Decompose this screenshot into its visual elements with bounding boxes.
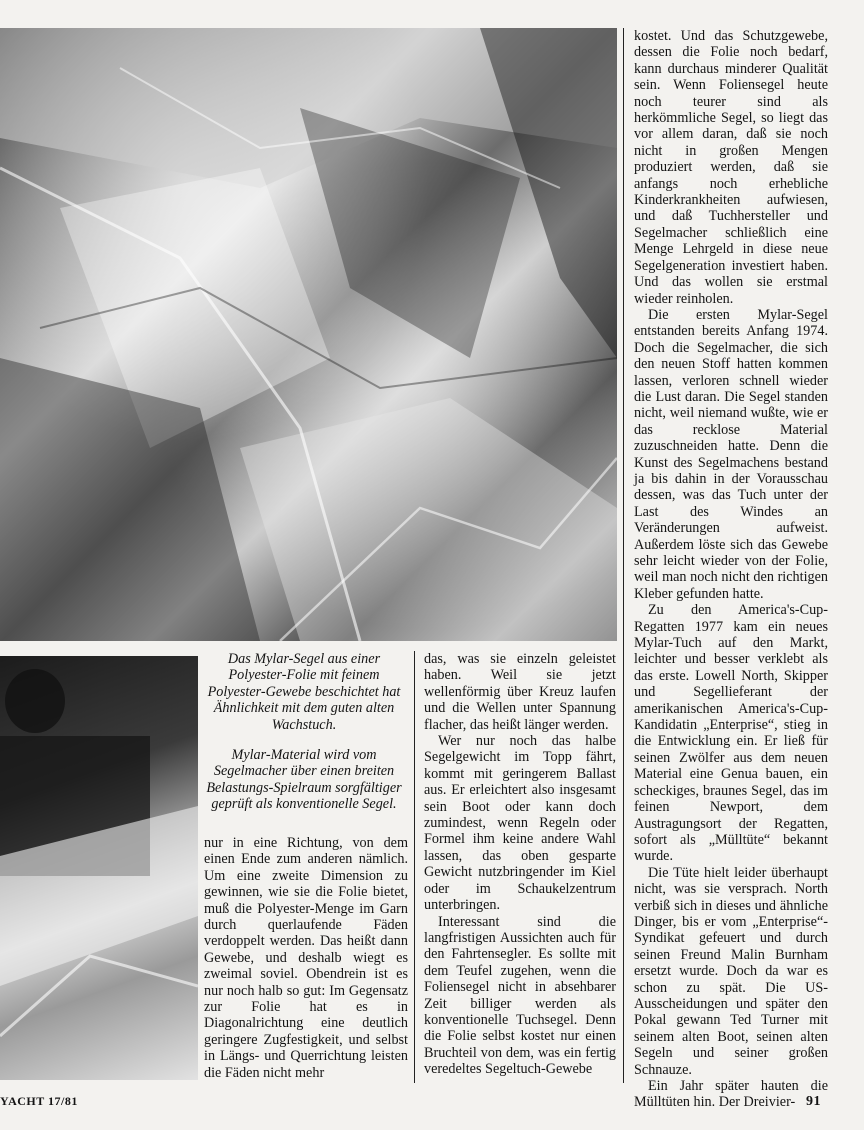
paragraph: Wer nur noch das halbe Segelgewicht im Topp fährt, kommt mit geringerem Ballast aus. Er erleichtert also insgesamt sein Boot oder kann doch zumindest, wenn Regeln oder Formel ihm keine andere Wahl lassen, das oben gesparte Gewicht nutzbringender im Kiel oder im Schaukelzentrum unterbringen. — [424, 733, 616, 914]
sailmaker-photo — [0, 656, 198, 1080]
column-rule-left — [414, 651, 415, 1083]
paragraph: Die Tüte hielt leider überhaupt nicht, was sie versprach. North verbiß sich in dieses und ähnliche Dinger, bis er vom „Enterprise“-Syndikat gefeuert und durch seinen Freund Malin Burnham ersetzt wurde. Doch da war es schon zu spät. Die US-Ausscheidungen und später den Pokal gewann Ted Turner mit seinem alten Boot, seinen alten Segeln und seiner großen Schnauze. — [634, 864, 828, 1078]
sailmaker-texture — [0, 656, 198, 1080]
paragraph: das, was sie einzeln geleistet haben. Weil sie jetzt wellenförmig über Kreuz laufen und die Wellen unter Spannung flacher, das heißt länger werden. — [424, 651, 616, 733]
mylar-foil-photo — [0, 28, 617, 641]
paragraph: nur in eine Richtung, von dem einen Ende zum anderen nämlich. Um eine zweite Dimension zu gewinnen, wie sie die Folie bietet, muß die Polyester-Menge im Garn durch querlaufende Fäden verdoppelt werden. Das heißt dann Gewebe, und deshalb wiegt es zweimal soviel. Obendrein ist es nur noch halb so gut: Im Gegensatz zur Folie hat es in Diagonalrichtung eine deutlich geringere Zugfestigkeit, und selbst in Längs- und Querrichtung leisten die Fäden nicht mehr — [204, 835, 408, 1081]
paragraph: Ein Jahr später hauten die Mülltüten hin. Der Dreivier- — [634, 1078, 828, 1111]
caption-foil: Das Mylar-Segel aus einer Polyester-Folie mit feinem Polyester-Gewebe beschichtet hat Ähnlichkeit mit dem guten alten Wachstuch. — [207, 651, 401, 733]
column-rule-right — [623, 28, 624, 1083]
article-column-middle — [424, 651, 616, 1078]
paragraph: Zu den America's-Cup-Regatten 1977 kam ein neues Mylar-Tuch auf den Markt, leichter und besser verklebt als das erste. Lowell North, Skipper und Segellieferant der amerikanischen America's-Cup-Kandidatin „Enterprise“, stieg in die Entwicklung ein. Er ließ für seinen Zwölfer aus dem neuen Material eine Genua bauen, ein scheckiges, braunes Segel, das im feinen Newport, dem Austragungsort der Regatten, sofort als „Mülltüte“ bekannt wurde. — [634, 602, 828, 865]
foil-texture — [0, 28, 617, 641]
page-number: 91 — [806, 1094, 821, 1109]
magazine-issue: YACHT 17/81 — [0, 1094, 78, 1108]
paragraph: kostet. Und das Schutzgewebe, dessen die Folie noch bedarf, kann durchaus minderer Qualität sein. Wenn Foliensegel heute noch teurer sind als herkömmliche Segel, so liegt das vor allem daran, daß sie noch nicht in großen Mengen produziert werden, daß sie anfangs noch erhebliche Kinderkrankheiten aufwiesen, und daß Tuchhersteller und Segelmacher schließlich eine Menge Lehrgeld in diese neue Segelgeneration investiert haben. Und das wollen sie erstmal wieder reinholen. — [634, 28, 828, 307]
caption-testing: Mylar-Material wird vom Segelmacher über einen breiten Belastungs-Spielraum sorgfältiger geprüft als konventionelle Segel. — [206, 747, 402, 813]
paragraph: Interessant sind die langfristigen Aussichten auch für den Fahrtensegler. Es sollte mit dem Teufel zugehen, wenn die Foliensegel nicht in absehbarer Zeit billiger werden als konventionelle Tuchsegel. Denn die Folie selbst kostet nur einen Bruchteil von dem, was ein fertig veredeltes Segeltuch-Gewebe — [424, 913, 616, 1078]
article-column-right — [634, 28, 828, 1111]
article-column-left — [204, 835, 408, 1081]
figure-captions — [204, 651, 404, 827]
paragraph: Die ersten Mylar-Segel entstanden bereits Anfang 1974. Doch die Segelmacher, die sich den neuen Stoff hatten kommen lassen, verloren schnell wieder die Lust daran. Die Segel standen nicht, weil niemand wußte, wie er das recklose Material zuzuschneiden hatte. Denn die Kunst des Segelmachens bestand ja bis dahin in der Vorausschau dessen, was das Tuch unter der Last des Windes an Veränderungen aufweist. Außerdem löste sich das Gewebe sehr leicht wieder von der Folie, weil man noch nicht den richtigen Kleber gefunden hatte. — [634, 306, 828, 602]
